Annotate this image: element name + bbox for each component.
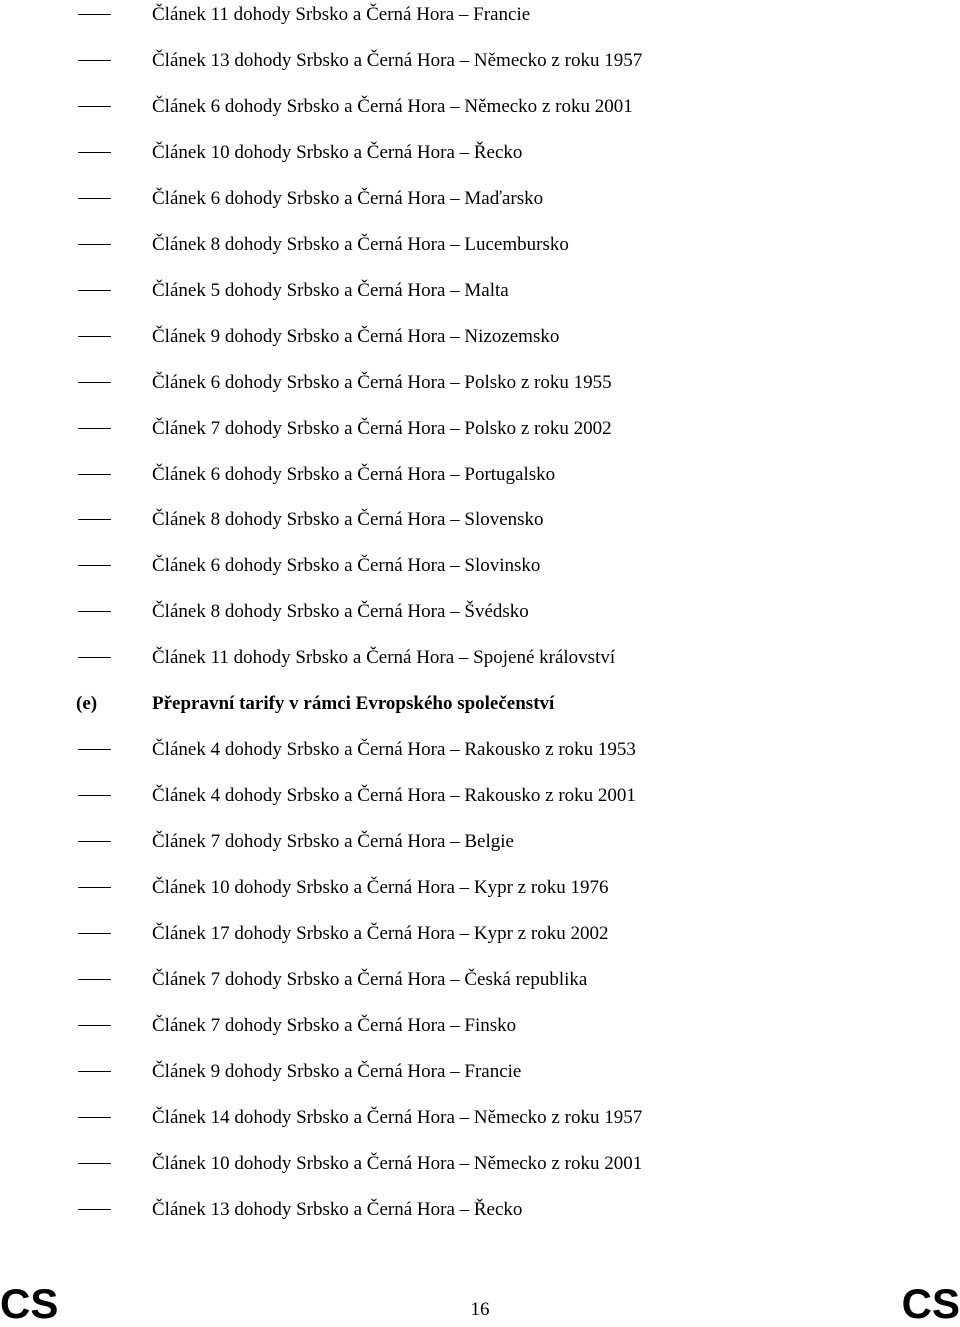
dash-bullet: [78, 14, 111, 15]
dash-bullet: [78, 887, 111, 888]
list-item-text: Článek 8 dohody Srbsko a Černá Hora – Slovensko: [152, 509, 544, 531]
list-item-text: Článek 6 dohody Srbsko a Černá Hora – Německo z roku 2001: [152, 95, 633, 117]
list-item-text: Článek 13 dohody Srbsko a Černá Hora – Německo z roku 1957: [152, 49, 643, 71]
dash-bullet: [78, 841, 111, 842]
list-item: [0, 643, 960, 673]
footer-language-right: CS: [901, 1280, 960, 1327]
list-item-text: Článek 7 dohody Srbsko a Černá Hora – Česká republika: [152, 968, 588, 990]
dash-bullet: [78, 290, 111, 291]
section-heading-text: Přepravní tarify v rámci Evropského společenství: [152, 693, 555, 715]
list-item-text: Článek 6 dohody Srbsko a Černá Hora – Maďarsko: [152, 187, 544, 209]
dash-bullet: [78, 382, 111, 383]
list-item-text: Článek 17 dohody Srbsko a Černá Hora – Kypr z roku 2002: [152, 923, 609, 944]
list-item: [0, 505, 960, 535]
list-item: [0, 460, 960, 490]
list-item-text: Článek 8 dohody Srbsko a Černá Hora – Lucembursko: [152, 233, 569, 255]
section-marker: (e): [76, 693, 98, 715]
dash-bullet: [78, 336, 111, 337]
list-item: [0, 919, 960, 949]
dash-bullet: [78, 428, 111, 429]
dash-bullet: [78, 933, 111, 934]
list-item: [0, 230, 960, 260]
section-heading: [0, 689, 960, 719]
list-item: [0, 597, 960, 627]
list-item: [0, 873, 960, 903]
dash-bullet: [78, 1071, 111, 1072]
list-item: [0, 781, 960, 811]
list-item-text: Článek 6 dohody Srbsko a Černá Hora – Slovinsko: [152, 555, 541, 577]
list-item: [0, 735, 960, 765]
list-item-text: Článek 11 dohody Srbsko a Černá Hora – Spojené království: [152, 647, 616, 669]
list-item: [0, 1149, 960, 1179]
list-item: [0, 1195, 960, 1225]
list-item-text: Článek 14 dohody Srbsko a Černá Hora – Německo z roku 1957: [152, 1106, 643, 1128]
dash-bullet: [78, 657, 111, 658]
dash-bullet: [78, 795, 111, 796]
dash-bullet: [78, 106, 111, 107]
list-item-text: Článek 8 dohody Srbsko a Černá Hora – Švédsko: [152, 601, 529, 623]
dash-bullet: [78, 979, 111, 980]
list-item-text: Článek 10 dohody Srbsko a Černá Hora – Kypr z roku 1976: [152, 877, 609, 899]
dash-bullet: [78, 60, 111, 61]
list-item: [0, 276, 960, 306]
list-item-text: Článek 9 dohody Srbsko a Černá Hora – Nizozemsko: [152, 325, 560, 347]
list-item-text: Článek 4 dohody Srbsko a Černá Hora – Rakousko z roku 2001: [152, 785, 636, 807]
dash-bullet: [78, 474, 111, 475]
list-item-text: Článek 10 dohody Srbsko a Černá Hora – Německo z roku 2001: [152, 1152, 643, 1174]
dash-bullet: [78, 1209, 111, 1210]
list-item-text: Článek 6 dohody Srbsko a Černá Hora – Polsko z roku 1955: [152, 371, 612, 393]
footer-language-left: CS: [0, 1280, 59, 1327]
dash-bullet: [78, 749, 111, 750]
list-item: [0, 1011, 960, 1041]
list-item-text: Článek 7 dohody Srbsko a Černá Hora – Polsko z roku 2002: [152, 417, 612, 439]
dash-bullet: [78, 1025, 111, 1026]
list-item-text: Článek 11 dohody Srbsko a Černá Hora – Francie: [152, 4, 531, 25]
list-item-text: Článek 5 dohody Srbsko a Černá Hora – Malta: [152, 279, 509, 301]
list-item-text: Článek 13 dohody Srbsko a Černá Hora – Řecko: [152, 1198, 523, 1220]
page-number: 16: [470, 1299, 490, 1320]
dash-bullet: [78, 1117, 111, 1118]
list-item-text: Článek 4 dohody Srbsko a Černá Hora – Rakousko z roku 1953: [152, 739, 636, 761]
list-item: [0, 1057, 960, 1087]
dash-bullet: [78, 565, 111, 566]
dash-bullet: [78, 244, 111, 245]
list-item-text: Článek 7 dohody Srbsko a Černá Hora – Belgie: [152, 831, 514, 853]
list-item: [0, 0, 960, 30]
list-item: [0, 184, 960, 214]
list-item-text: Článek 9 dohody Srbsko a Černá Hora – Francie: [152, 1060, 522, 1082]
list-item: [0, 92, 960, 122]
list-item-text: Článek 7 dohody Srbsko a Černá Hora – Finsko: [152, 1014, 517, 1036]
dash-bullet: [78, 1163, 111, 1164]
dash-bullet: [78, 152, 111, 153]
dash-bullet: [78, 198, 111, 199]
list-item: [0, 551, 960, 581]
list-item: [0, 322, 960, 352]
list-item-text: Článek 6 dohody Srbsko a Černá Hora – Portugalsko: [152, 463, 556, 485]
dash-bullet: [78, 519, 111, 520]
list-item: [0, 1103, 960, 1133]
list-item-text: Článek 10 dohody Srbsko a Černá Hora – Řecko: [152, 141, 523, 163]
list-item: [0, 46, 960, 76]
list-item: [0, 138, 960, 168]
list-item: [0, 965, 960, 995]
list-item: [0, 414, 960, 444]
list-item: [0, 827, 960, 857]
list-item: [0, 368, 960, 398]
dash-bullet: [78, 611, 111, 612]
